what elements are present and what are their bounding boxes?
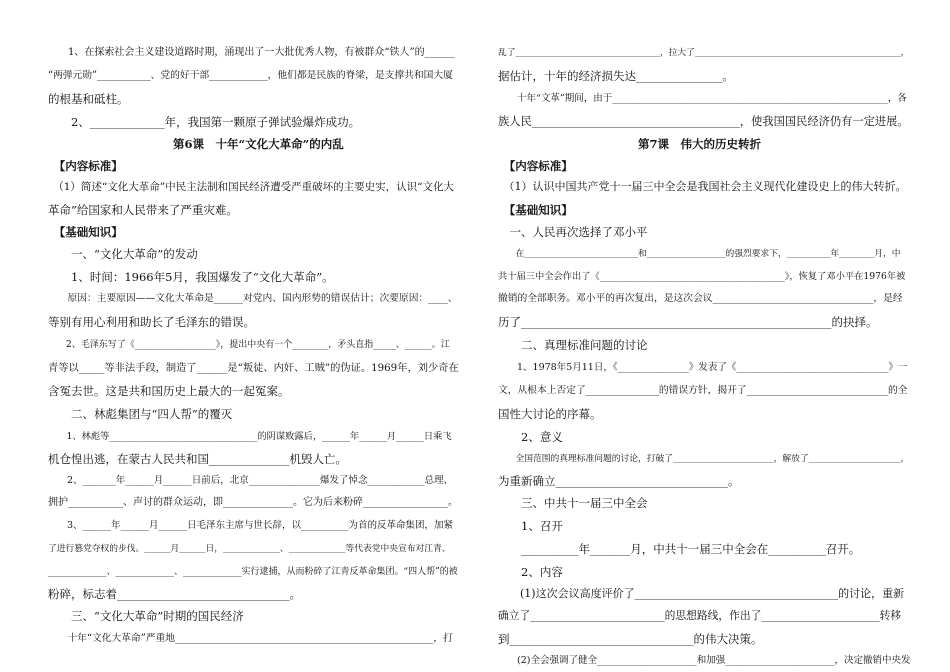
right-text-line: 【基础知识】 [498,203,573,217]
left-text-line: 粉碎，标志着______________________________。 [48,587,301,601]
right-text-line: 1、1978年5月11日，《_______________》发表了《________________________________》一 [498,362,908,373]
right-text-line: (1)这次会议高度评价了_____________________________________的讨论，重新 [498,587,905,600]
right-text-line: (2)全会强调了健全_____________________和加强_______________________，决定撤销中央发 [498,655,911,666]
left-text-line: 2、_______年______月______日前后，北京_______________爆发了悼念____________总理、 [48,475,454,486]
left-text-line: 2、毛泽东写了《__________________》，提出中央有一个________，矛头直指_____、______。江 [48,340,450,350]
right-text-line: 三、中共十一届三中全会 [498,496,648,510]
left-text-line: 的根基和砥柱。 [48,92,129,106]
right-text-line: 共十届三中全会作出了《________________________________________》，恢复了邓小平在1976年被 [498,271,906,282]
left-text-line: 【基础知识】 [48,225,123,239]
right-text-line: 撤销的全部职务。邓小平的再次复出，是这次会议_________________________________，是经 [498,293,903,304]
right-text-line: 到________________________________的伟大决策。 [498,632,763,646]
left-text-line: 十年“文化大革命”严重地_____________________________________________________，打 [48,633,453,644]
left-text-line: 【内容标准】 [48,159,123,173]
right-text-line: 文，从根本上否定了_______________的错误方针，揭开了_____________________________的全 [498,385,908,396]
left-text-line: “两弹元勋”___________、党的好干部____________，他们都是民族的脊梁，是支撑共和国大厦 [48,70,453,81]
right-text-line: 2、内容 [498,565,563,579]
right-text-line: __________年_______月，中共十一届三中全会在__________召开。 [498,542,861,556]
right-text-line: 历了______________________________________________________的抉择。 [498,315,878,329]
left-text-line: 3、______年______月______日毛泽东主席与世长辞，以__________为首的反革命集团，加紧 [48,520,454,531]
left-text-line: 第6课 十年“文化大革命”的内乱 [173,137,344,151]
left-text-line: 原因：主要原因——文化大革命是______对党内、国内形势的错误估计；次要原因：____、 [48,293,458,304]
left-text-line: 2、_____________年，我国第一颗原子弹试验爆炸成功。 [48,115,361,129]
left-text-line: 1、林彪等________________________________的阴谋败露后，______年______月______日乘飞 [48,431,452,442]
right-text-line: 十年“文革”期间，由于__________________________________________________________，各 [498,93,907,104]
left-text-line: 三、“文化大革命”时期的国民经济 [48,609,244,623]
right-text-line: 2、意义 [498,430,563,444]
right-text-line: 二、真理标准问题的讨论 [498,338,648,352]
right-text-line: 族人民_____________________________________，使我国国民经济仍有一定进展。 [498,115,909,128]
right-text-line: 乱了_________________________________，拉大了_______________________________________________， [498,48,910,58]
left-text-line: _____________、_____________、_____________实行逮捕，从而粉碎了江青反革命集团。“四人帮”的被 [48,567,458,577]
right-text-line: 第7课 伟大的历史转折 [638,137,762,151]
left-text-line: 一、“文化大革命”的发动 [48,247,198,261]
left-text-line: 革命”给国家和人民带来了严重灾难。 [48,203,238,217]
right-text-line: 一、人民再次选择了邓小平 [498,225,648,239]
left-text-line: 了进行篡党夺权的步伐。______月______日，_____________、_____________等代表党中央宣布对江青、 [48,544,451,554]
left-text-line: 1、时间：1966年5月，我国爆发了“文化大革命”。 [48,270,334,284]
right-text-line: 为重新确立______________________________。 [498,474,740,488]
left-text-line: 1、在探索社会主义建设道路时期，涌现出了一大批优秀人物，有被群众“铁人”的______ [48,47,455,58]
left-text-line: 拥护___________、声讨的群众运动，即______________。它为后来粉碎_________________。 [48,497,458,508]
left-text-line: （1）简述“文化大革命”中民主法制和国民经济遭受严重破坏的主要史实，认识“文化大 [48,181,455,193]
left-text-line: 二、林彪集团与“四人帮”的覆灭 [48,407,233,421]
right-text-line: 【内容标准】 [498,159,573,173]
right-text-line: 在__________________________和__________________的强烈要求下，__________年________月，中 [498,249,901,259]
left-text-line: 机仓惶出逃，在蒙古人民共和国______________机毁人亡。 [48,452,347,466]
right-text-line: 确立了_________________________的思想路线，作出了______________________转移 [498,609,902,622]
left-text-line: 含冤去世。这是共和国历史上最大的一起冤案。 [48,384,290,398]
left-text-line: 等别有用心利用和助长了毛泽东的错误。 [48,315,255,329]
right-text-line: 1、召开 [498,519,563,533]
right-text-line: 国性大讨论的序幕。 [498,407,602,421]
left-text-line: 青等以_____等非法手段，制造了______是“叛徒、内奸、工贼”的伪证。1969年，刘少奇在 [48,362,459,374]
right-text-line: 全国范围的真理标准问题的讨论，打破了_______________________，解放了_____________________， [498,454,910,464]
right-text-line: 据估计，十年的经济损失达_______________。 [498,69,734,83]
right-text-line: （1）认识中国共产党十一届三中全会是我国社会主义现代化建设史上的伟大转折。 [498,180,907,193]
